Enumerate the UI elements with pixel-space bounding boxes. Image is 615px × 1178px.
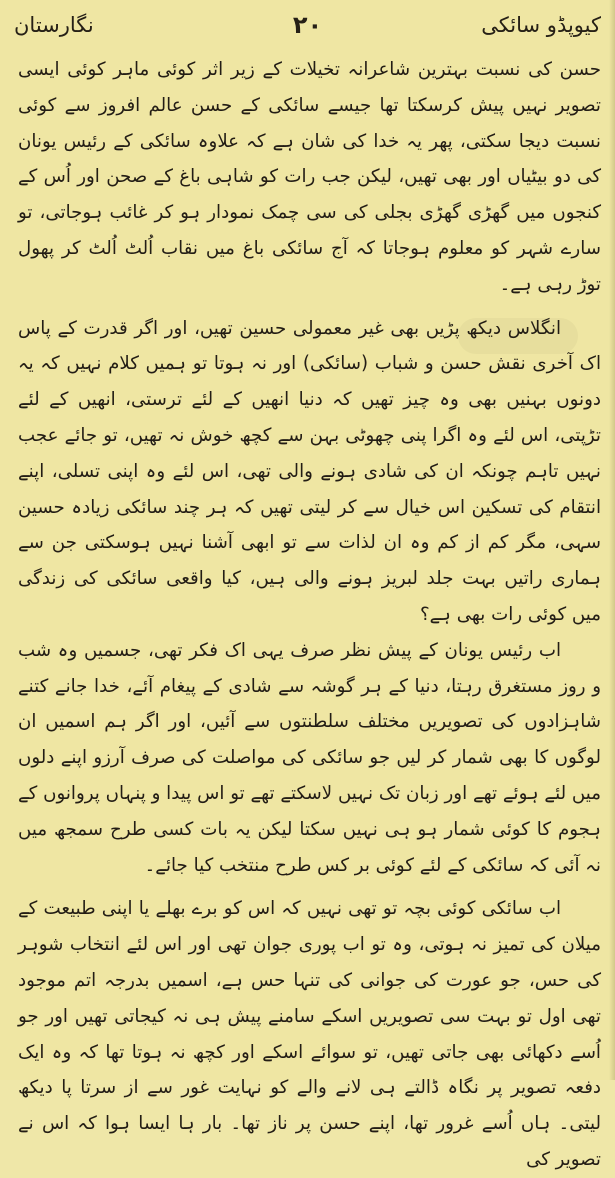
paragraph: اب سائکی کوئی بچہ تو تھی نہیں کہ اس کو برے بھلے یا اپنی طبیعت کے میلان کی تمیز نہ ہوتی، وہ تو اب پوری جوان تھی اور اس لئے انتخاب شوہر کی حس، جو عورت کی جوانی کی تنہا حس ہے، اسمیں بدرجہ اتم موجود تھی اول تو بہت سی تصویریں اسکے سامنے پیش ہی نہ کیجاتی تھیں اور جو اُسے دکھائی بھی جاتی تھیں، تو سوائے اسکے اور کچھ نہ ہوتا تھا کہ وہ ایک دفعہ تصویر پر نگاہ ڈالتے ہی لانے والے کو نہایت غور سے از سرتا پا دیکھ لیتی۔ ہاں اُسے غرور تھا، اپنے حسن پر ناز تھا۔ بار ہا ایسا ہوا کہ اس نے تصویر کی bbox=[18, 898, 601, 1170]
book-title: نگارستان bbox=[14, 13, 94, 37]
paragraph: حسن کی نسبت بہترین شاعرانہ تخیلات کے زیر اثر کوئی ماہر کوئی ایسی تصویر نہیں پیش کرسکتا تھا جیسے سائکی کے حسن عالم افروز سے کوئی نسبت دیجا سکتی، پھر یہ خدا کی شان ہے کہ علاوہ سائکی کے رئیس یونان کی دو بیٹیاں اور بھی تھیں، لیکن جب رات کو شاہی باغ کے صحن اور اُس کے کنجوں میں گھڑی گھڑی بجلی کی سی چمک نمودار ہو کر غائب ہوجاتی، تو سارے شہر کو معلوم ہوجاتا کہ آج سائکی باغ میں نقاب اُلٹ اُلٹ کر پھول توڑ رہی ہے۔ bbox=[18, 59, 601, 295]
body-text bbox=[18, 52, 601, 1170]
paragraph: اب رئیس یونان کے پیش نظر صرف یہی اک فکر تھی، جسمیں وہ شب و روز مستغرق رہتا، دنیا کے ہر گوشہ سے شادی کے پیغام آئے، خدا جانے کتنے شاہزادوں کی تصویریں مختلف سلطنتوں سے آئیں، اور اگر ہم اسمیں ان لوگوں کا بھی شمار کر لیں جو سائکی کی مواصلت کی صرف آرزو اپنے دلوں میں لئے ہوئے تھے اور زبان تک نہیں لاسکتے تھے تو اس پیدا و پنہاں پروانوں کے ہجوم کا کوئی شمار ہو ہی نہیں سکتا لیکن یہ بات کسی طرح سمجھ میں نہ آئی کہ سائکی کے لئے کوئی بر کس طرح منتخب کیا جائے۔ bbox=[18, 639, 601, 876]
paragraph: انگلاس دیکھ پڑیں بھی غیر معمولی حسین تھیں، اور اگر قدرت کے پاس اک آخری نقش حسن و شباب (سائکی) اور نہ ہوتا تو ہمیں کلام نہیں کہ یہ دونوں بہنیں بھی وہ چیز تھیں کہ دنیا انھیں کے لئے ترستی، انھیں کے لئے تڑپتی، اس لئے وہ اگرا پنی چھوٹی بہن سے کچھ خوش نہ تھیں، تو جائے عجب نہیں تاہم چونکہ ان کی شادی ہونے والی تھی، اس لئے وہ اپنی تسلی، اپنے انتقام کی تسکین اس خیال سے کر لیتی تھیں کہ ہر چند سائکی زیادہ حسین سہی، مگر کم از کم وہ ان لذات سے تو ابھی آشنا نہیں ہوسکتی جن سے ہماری راتیں بہت جلد لبریز ہونے والی ہیں، کیا واقعی سائکی کی زندگی میں کوئی رات بھی ہے؟ bbox=[18, 317, 601, 625]
page-number: ۲۰ bbox=[292, 11, 323, 39]
running-title: کیوپڈو سائکی bbox=[481, 13, 601, 37]
page-header bbox=[14, 10, 601, 52]
